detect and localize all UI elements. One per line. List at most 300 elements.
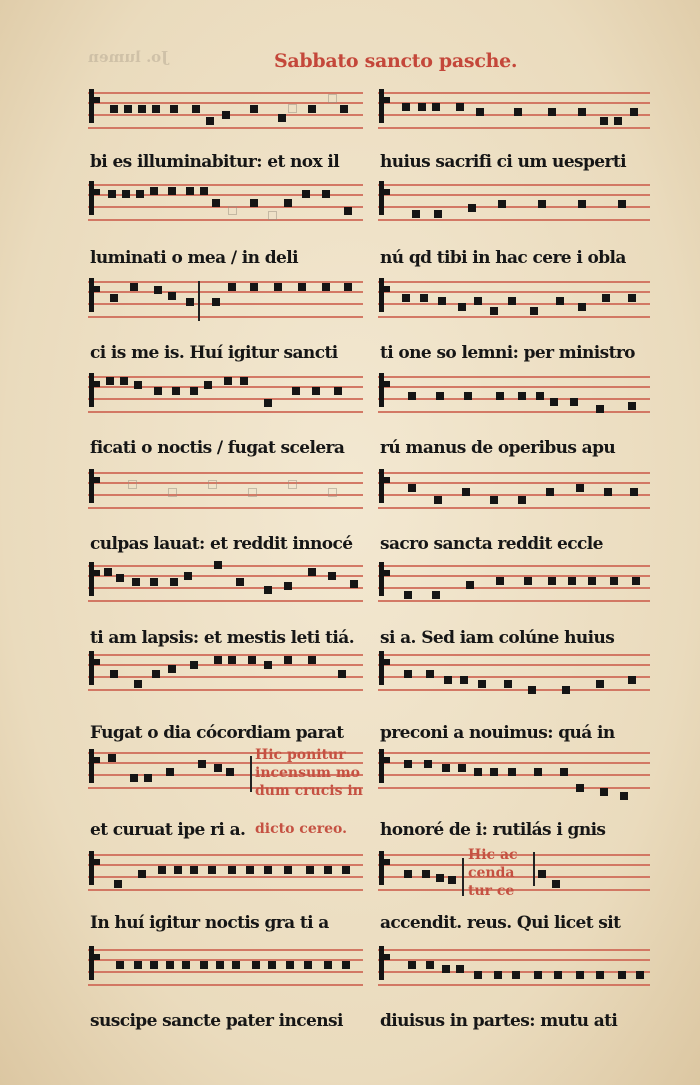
neume-note [224, 377, 232, 385]
neume-note [490, 768, 498, 776]
neume-note [152, 105, 160, 113]
neume-note [154, 286, 162, 294]
lyric-line: accendit. reus. Qui licet sit [380, 913, 621, 933]
staff-line [378, 752, 650, 754]
bleed-through-note [208, 480, 217, 489]
staff-line [88, 854, 363, 856]
barline [250, 756, 252, 792]
neume-note [168, 665, 176, 673]
staff-line [88, 664, 363, 666]
neume-note [138, 105, 146, 113]
neume-note [596, 971, 604, 979]
lyric-line: luminati o mea / in deli [90, 248, 298, 268]
neume-note [292, 387, 300, 395]
neume-note [434, 496, 442, 504]
neume-note [342, 961, 350, 969]
staff-line [88, 386, 363, 388]
music-staff [378, 88, 650, 136]
staff-line [378, 600, 650, 602]
music-staff [88, 650, 363, 698]
neume-note [632, 577, 640, 585]
clef-icon [379, 946, 384, 980]
neume-note [110, 294, 118, 302]
neume-note [546, 488, 554, 496]
neume-note [604, 488, 612, 496]
staff-line [88, 600, 363, 602]
neume-note [130, 774, 138, 782]
neume-note [132, 578, 140, 586]
staff-line [88, 102, 363, 104]
rubric-line: Hic ac [468, 847, 518, 863]
neume-note [120, 377, 128, 385]
neume-note [274, 283, 282, 291]
staff-line [378, 411, 650, 413]
neume-note [190, 866, 198, 874]
lyric-line: bi es illuminabitur: et nox il [90, 152, 340, 172]
neume-note [168, 292, 176, 300]
neume-note [474, 971, 482, 979]
neume-note [322, 283, 330, 291]
lyric-line: suscipe sancte pater incensi [90, 1011, 343, 1031]
neume-note [508, 768, 516, 776]
neume-note [448, 876, 456, 884]
neume-note [600, 117, 608, 125]
rubric-line: Hic ponitur [255, 747, 346, 763]
neume-note [504, 680, 512, 688]
staff-line [88, 472, 363, 474]
lyric-line: ti one so lemni: per ministro [380, 343, 635, 363]
neume-note [424, 760, 432, 768]
music-staff [378, 561, 650, 609]
neume-note [496, 392, 504, 400]
clef-icon [89, 373, 94, 407]
neume-note [250, 199, 258, 207]
neume-note [596, 405, 604, 413]
clef-icon [379, 851, 384, 885]
neume-note [298, 283, 306, 291]
clef-icon [89, 651, 94, 685]
music-staff [378, 468, 650, 516]
neume-note [534, 971, 542, 979]
neume-note [458, 764, 466, 772]
neume-note [408, 484, 416, 492]
neume-note [550, 398, 558, 406]
neume-note [548, 577, 556, 585]
neume-note [250, 105, 258, 113]
lyric-line: ci is me is. Huí igitur sancti [90, 343, 338, 363]
lyric-line: huius sacrifi ci um uesperti [380, 152, 626, 172]
lyric-line: ficati o noctis / fugat scelera [90, 438, 345, 458]
staff-line [378, 376, 650, 378]
staff-line [378, 206, 650, 208]
staff-line [88, 889, 363, 891]
neume-note [286, 961, 294, 969]
staff-line [88, 507, 363, 509]
neume-note [114, 880, 122, 888]
neume-note [144, 774, 152, 782]
neume-note [170, 105, 178, 113]
staff-line [378, 194, 650, 196]
neume-note [150, 578, 158, 586]
neume-note [442, 965, 450, 973]
staff-line [88, 959, 363, 961]
neume-note [426, 670, 434, 678]
lyric-line: honoré de i: rutilás i gnis [380, 820, 606, 840]
neume-note [498, 200, 506, 208]
staff-line [378, 762, 650, 764]
neume-note [152, 670, 160, 678]
neume-note [552, 880, 560, 888]
neume-note [536, 392, 544, 400]
neume-note [186, 187, 194, 195]
neume-note [342, 866, 350, 874]
neume-note [568, 577, 576, 585]
staff-line [378, 689, 650, 691]
clef-icon [379, 469, 384, 503]
neume-note [306, 866, 314, 874]
neume-note [576, 784, 584, 792]
neume-note [208, 866, 216, 874]
staff-line [378, 664, 650, 666]
neume-note [228, 283, 236, 291]
lyric-line: nú qd tibi in hac cere i obla [380, 248, 626, 268]
neume-note [404, 591, 412, 599]
neume-note [490, 307, 498, 315]
music-staff [378, 180, 650, 228]
staff-line [88, 876, 363, 878]
neume-note [214, 656, 222, 664]
staff-line [378, 386, 650, 388]
neume-note [130, 283, 138, 291]
barline [462, 858, 464, 896]
neume-note [628, 402, 636, 410]
neume-note [150, 961, 158, 969]
neume-note [268, 961, 276, 969]
music-staff [88, 561, 363, 609]
neume-note [404, 670, 412, 678]
page-header [0, 50, 700, 80]
staff-line [88, 219, 363, 221]
neume-note [528, 686, 536, 694]
clef-icon [379, 181, 384, 215]
staff-line [88, 206, 363, 208]
neume-note [434, 210, 442, 218]
neume-note [618, 200, 626, 208]
lyric-line: ti am lapsis: et mestis leti tiá. [90, 628, 355, 648]
staff-line [88, 398, 363, 400]
clef-icon [379, 749, 384, 783]
neume-note [216, 961, 224, 969]
staff-line [88, 575, 363, 577]
neume-note [518, 392, 526, 400]
neume-note [184, 572, 192, 580]
clef-icon [89, 89, 94, 123]
bleed-through-note [128, 480, 137, 489]
neume-note [212, 199, 220, 207]
rubric-line: cenda [468, 865, 515, 881]
neume-note [228, 656, 236, 664]
bleed-through-note [228, 206, 237, 215]
barline [533, 852, 535, 886]
clef-icon [89, 181, 94, 215]
neume-note [328, 572, 336, 580]
neume-note [110, 670, 118, 678]
neume-note [200, 187, 208, 195]
neume-note [404, 870, 412, 878]
staff-line [378, 654, 650, 656]
neume-note [108, 190, 116, 198]
lyric-line: si a. Sed iam colúne huius [380, 628, 615, 648]
neume-note [600, 788, 608, 796]
neume-note [548, 108, 556, 116]
neume-note [324, 866, 332, 874]
music-staff [88, 850, 363, 898]
neume-note [554, 971, 562, 979]
neume-note [556, 297, 564, 305]
neume-note [170, 578, 178, 586]
neume-note [474, 768, 482, 776]
neume-note [110, 105, 118, 113]
neume-note [560, 768, 568, 776]
neume-note [408, 961, 416, 969]
staff-line [88, 127, 363, 129]
neume-note [264, 586, 272, 594]
neume-note [462, 488, 470, 496]
staff-line [378, 316, 650, 318]
neume-note [468, 204, 476, 212]
staff-line [378, 959, 650, 961]
staff-line [88, 864, 363, 866]
neume-note [402, 294, 410, 302]
lyric-line: culpas lauat: et reddit innocé [90, 534, 353, 554]
neume-note [284, 656, 292, 664]
neume-note [308, 568, 316, 576]
bleed-through-text: Jo. lumen [88, 48, 169, 66]
neume-note [530, 307, 538, 315]
neume-note [514, 108, 522, 116]
neume-note [438, 297, 446, 305]
neume-note [212, 298, 220, 306]
neume-note [150, 187, 158, 195]
clef-icon [89, 749, 94, 783]
neume-note [420, 294, 428, 302]
neume-note [312, 387, 320, 395]
neume-note [264, 399, 272, 407]
neume-note [436, 874, 444, 882]
lyric-line: preconi a nouimus: quá in [380, 723, 615, 743]
neume-note [508, 297, 516, 305]
bleed-through-note [248, 488, 257, 497]
neume-note [538, 870, 546, 878]
music-staff [378, 748, 650, 796]
neume-note [250, 283, 258, 291]
lyric-line: Fugat o dia cócordiam parat [90, 723, 344, 743]
neume-note [340, 105, 348, 113]
neume-note [628, 676, 636, 684]
neume-note [458, 303, 466, 311]
neume-note [578, 200, 586, 208]
rubric-line: dicto cereo. [255, 821, 347, 837]
neume-note [418, 103, 426, 111]
bleed-through-note [288, 104, 297, 113]
neume-note [422, 870, 430, 878]
neume-note [182, 961, 190, 969]
staff-line [88, 689, 363, 691]
neume-note [246, 866, 254, 874]
neume-note [116, 961, 124, 969]
neume-note [338, 670, 346, 678]
neume-note [168, 187, 176, 195]
staff-line [378, 565, 650, 567]
neume-note [444, 676, 452, 684]
neume-note [166, 768, 174, 776]
neume-note [174, 866, 182, 874]
neume-note [630, 488, 638, 496]
clef-icon [379, 373, 384, 407]
neume-note [106, 377, 114, 385]
neume-note [158, 866, 166, 874]
neume-note [402, 103, 410, 111]
bleed-through-note [328, 94, 337, 103]
neume-note [302, 190, 310, 198]
neume-note [636, 971, 644, 979]
staff-line [88, 587, 363, 589]
staff-line [378, 676, 650, 678]
neume-note [198, 760, 206, 768]
rubric-line: incensum mo [255, 765, 361, 781]
neume-note [464, 392, 472, 400]
neume-note [166, 961, 174, 969]
music-staff [88, 372, 363, 420]
staff-line [88, 654, 363, 656]
lyric-line: et curuat ipe ri a. [90, 820, 246, 840]
music-staff [378, 945, 650, 993]
neume-note [496, 577, 504, 585]
staff-line [378, 398, 650, 400]
neume-note [432, 591, 440, 599]
neume-note [284, 582, 292, 590]
neume-note [324, 961, 332, 969]
neume-note [134, 381, 142, 389]
neume-note [236, 578, 244, 586]
neume-note [350, 580, 358, 588]
neume-note [154, 387, 162, 395]
neume-note [264, 866, 272, 874]
neume-note [618, 971, 626, 979]
neume-note [456, 965, 464, 973]
clef-icon [379, 651, 384, 685]
neume-note [562, 686, 570, 694]
clef-icon [379, 89, 384, 123]
neume-note [248, 656, 256, 664]
neume-note [264, 661, 272, 669]
neume-note [408, 392, 416, 400]
staff-line [378, 482, 650, 484]
neume-note [138, 870, 146, 878]
neume-note [134, 961, 142, 969]
clef-icon [89, 851, 94, 885]
neume-note [494, 971, 502, 979]
music-staff [378, 372, 650, 420]
clef-icon [379, 562, 384, 596]
staff-line [378, 587, 650, 589]
neume-note [304, 961, 312, 969]
neume-note [576, 971, 584, 979]
staff-line [88, 316, 363, 318]
neume-note [432, 103, 440, 111]
neume-note [478, 680, 486, 688]
lyric-line: rú manus de operibus apu [380, 438, 616, 458]
staff-line [88, 565, 363, 567]
neume-note [214, 764, 222, 772]
neume-note [192, 105, 200, 113]
lyric-line: diuisus in partes: mutu ati [380, 1011, 618, 1031]
staff-line [378, 787, 650, 789]
neume-note [308, 656, 316, 664]
neume-note [116, 574, 124, 582]
neume-note [442, 764, 450, 772]
staff-line [378, 127, 650, 129]
staff-line [88, 676, 363, 678]
neume-note [204, 381, 212, 389]
staff-line [88, 92, 363, 94]
neume-note [108, 754, 116, 762]
music-staff [88, 88, 363, 136]
rubric-line: dum crucis in [255, 783, 363, 799]
clef-icon [89, 469, 94, 503]
staff-line [88, 971, 363, 973]
staff-line [378, 949, 650, 951]
clef-icon [89, 278, 94, 312]
music-staff [88, 180, 363, 228]
neume-note [578, 108, 586, 116]
clef-icon [89, 562, 94, 596]
staff-line [88, 184, 363, 186]
neume-note [308, 105, 316, 113]
neume-note [278, 114, 286, 122]
music-staff [88, 945, 363, 993]
neume-note [284, 866, 292, 874]
neume-note [426, 961, 434, 969]
neume-note [104, 568, 112, 576]
neume-note [476, 108, 484, 116]
neume-note [474, 297, 482, 305]
neume-note [124, 105, 132, 113]
staff-line [378, 472, 650, 474]
staff-line [88, 291, 363, 293]
neume-note [596, 680, 604, 688]
lyric-line: sacro sancta reddit eccle [380, 534, 603, 554]
bleed-through-note [268, 211, 277, 220]
neume-note [412, 210, 420, 218]
neume-note [228, 866, 236, 874]
neume-note [172, 387, 180, 395]
neume-note [570, 398, 578, 406]
running-title: Sabbato sancto pasche. [274, 50, 518, 72]
rubric-line: tur ce [468, 883, 515, 899]
clef-icon [379, 278, 384, 312]
music-staff [88, 277, 363, 325]
staff-line [378, 984, 650, 986]
neume-note [630, 108, 638, 116]
neume-note [334, 387, 342, 395]
neume-note [490, 496, 498, 504]
staff-line [88, 303, 363, 305]
clef-icon [89, 946, 94, 980]
neume-note [614, 117, 622, 125]
neume-note [344, 283, 352, 291]
neume-note [344, 207, 352, 215]
